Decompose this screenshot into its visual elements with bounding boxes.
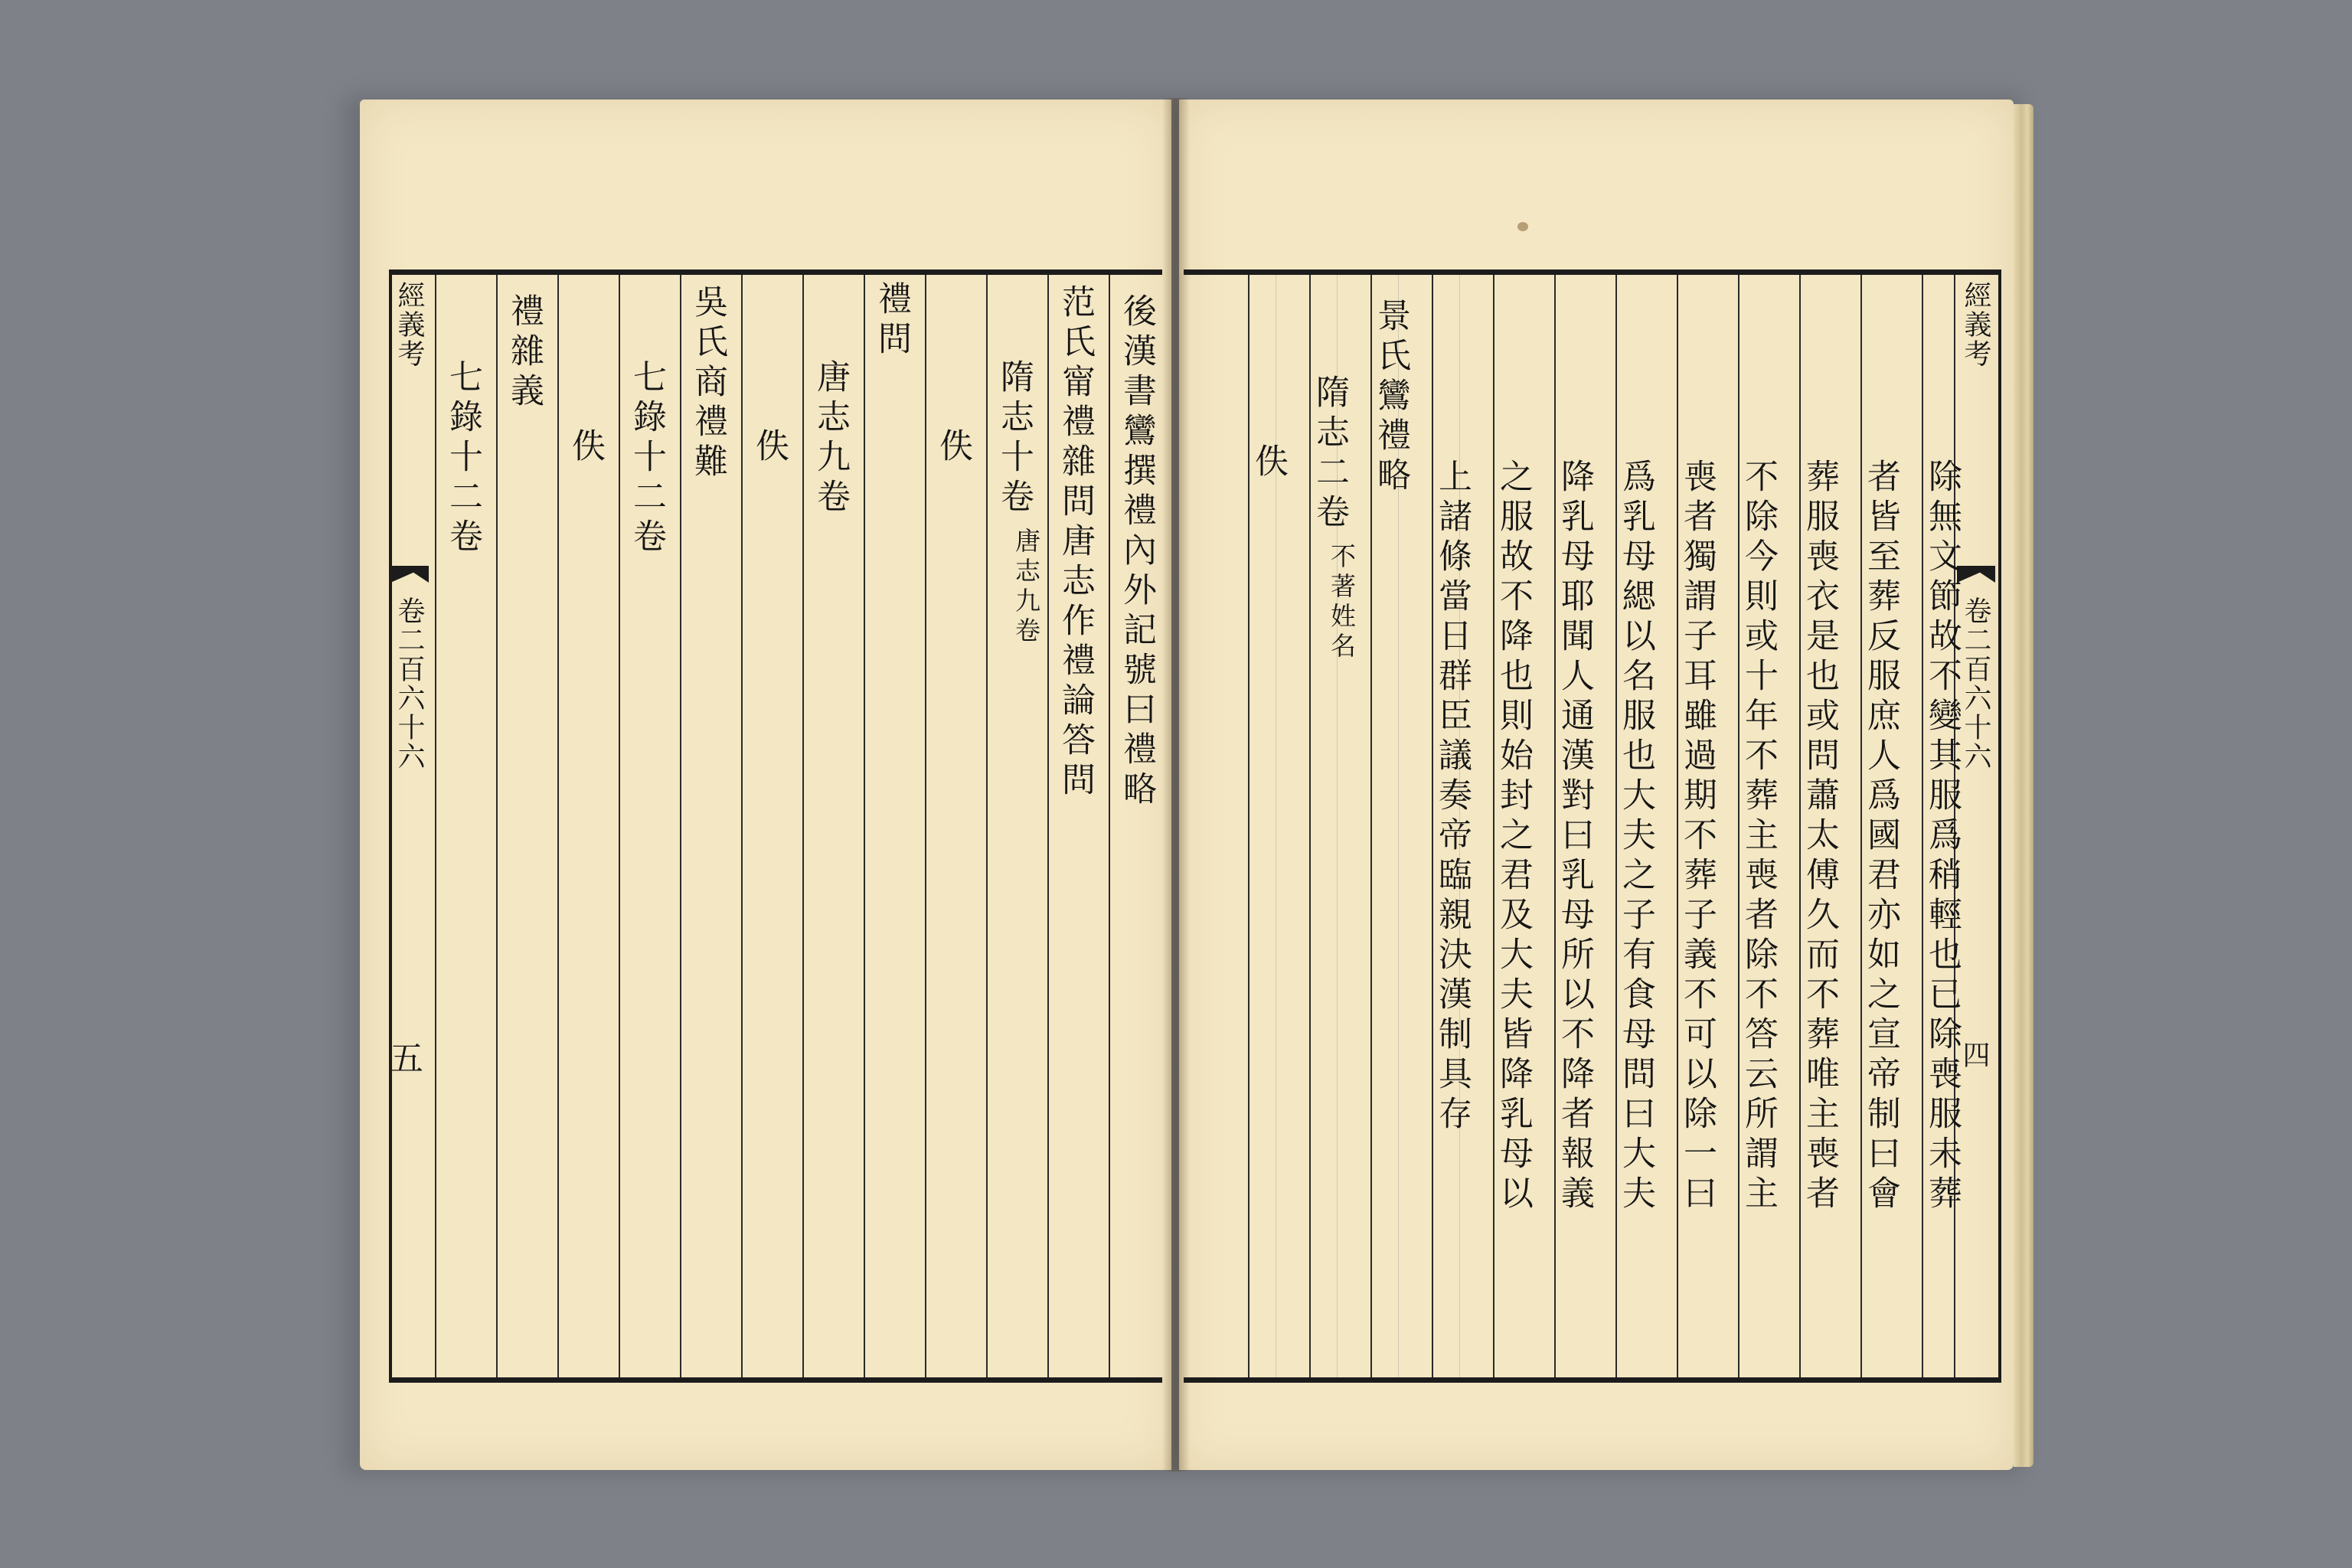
text-column: 之服故不降也則始封之君及大夫皆降乳母以 bbox=[1494, 459, 1533, 1215]
text-column: 佚 bbox=[750, 428, 789, 468]
right-text-frame bbox=[1184, 270, 2001, 1383]
left-margin-volume: 卷二百六十六 bbox=[394, 596, 425, 771]
column-rule bbox=[680, 275, 681, 1377]
text-column-note: 不著姓名 bbox=[1327, 543, 1357, 662]
text-column: 范氏甯禮雜問唐志作禮論答問 bbox=[1056, 284, 1095, 802]
column-rule bbox=[802, 275, 804, 1377]
paper-stain bbox=[1517, 222, 1528, 231]
column-rule bbox=[557, 275, 559, 1377]
text-column: 除無文節故不變其服爲稍輕也已除喪服未葬 bbox=[1922, 459, 1962, 1215]
text-column: 不除今則或十年不葬主喪者除不答云所謂主 bbox=[1739, 459, 1778, 1215]
text-column: 景氏鸞禮略 bbox=[1371, 298, 1410, 497]
left-text-frame bbox=[384, 270, 1162, 1383]
text-column: 唐志九卷 bbox=[811, 359, 850, 518]
column-rule bbox=[1047, 275, 1049, 1377]
text-column: 者皆至葬反服庶人爲國君亦如之宣帝制曰會 bbox=[1861, 459, 1900, 1215]
column-rule bbox=[1248, 275, 1250, 1377]
column-rule bbox=[1109, 275, 1110, 1377]
text-column: 七錄十二卷 bbox=[443, 359, 482, 558]
right-margin-folio: 四 bbox=[1958, 1040, 1990, 1074]
left-margin-folio: 五 bbox=[384, 1040, 423, 1080]
text-column: 後漢書鸞撰禮內外記號曰禮略 bbox=[1117, 293, 1156, 811]
column-rule bbox=[925, 275, 926, 1377]
text-column: 喪者獨謂子耳雖過期不葬子義不可以除一曰 bbox=[1677, 459, 1717, 1215]
right-margin-volume: 卷二百六十六 bbox=[1960, 596, 1991, 771]
text-column: 禮雜義 bbox=[505, 293, 544, 413]
text-column: 隋志十卷 bbox=[995, 359, 1034, 518]
text-column: 爲乳母緦以名服也大夫之子有食母問曰大夫 bbox=[1616, 459, 1655, 1215]
text-column: 上諸條當日群臣議奏帝臨親決漢制具存 bbox=[1432, 459, 1472, 1135]
left-margin-title: 經義考 bbox=[394, 281, 425, 368]
text-column: 禮問 bbox=[872, 281, 911, 361]
right-margin-title: 經義考 bbox=[1960, 281, 1991, 368]
text-column: 佚 bbox=[933, 428, 972, 468]
text-column: 葬服喪衣是也或問蕭太傅久而不葬唯主喪者 bbox=[1800, 459, 1839, 1215]
text-column: 降乳母耶聞人通漢對曰乳母所以不降者報義 bbox=[1555, 459, 1594, 1215]
text-column-note: 唐志九卷 bbox=[1011, 528, 1041, 647]
text-column: 吳氏商禮難 bbox=[688, 284, 727, 483]
column-rule bbox=[864, 275, 865, 1377]
margin-rule bbox=[435, 275, 436, 1377]
column-rule bbox=[986, 275, 988, 1377]
fishtail-mark bbox=[390, 566, 429, 583]
column-rule bbox=[741, 275, 743, 1377]
text-column: 佚 bbox=[566, 428, 605, 468]
text-column: 七錄十二卷 bbox=[627, 359, 666, 558]
text-column: 佚 bbox=[1249, 443, 1288, 483]
column-rule bbox=[619, 275, 620, 1377]
text-column: 隋志二卷 bbox=[1310, 374, 1349, 534]
column-rule bbox=[496, 275, 498, 1377]
